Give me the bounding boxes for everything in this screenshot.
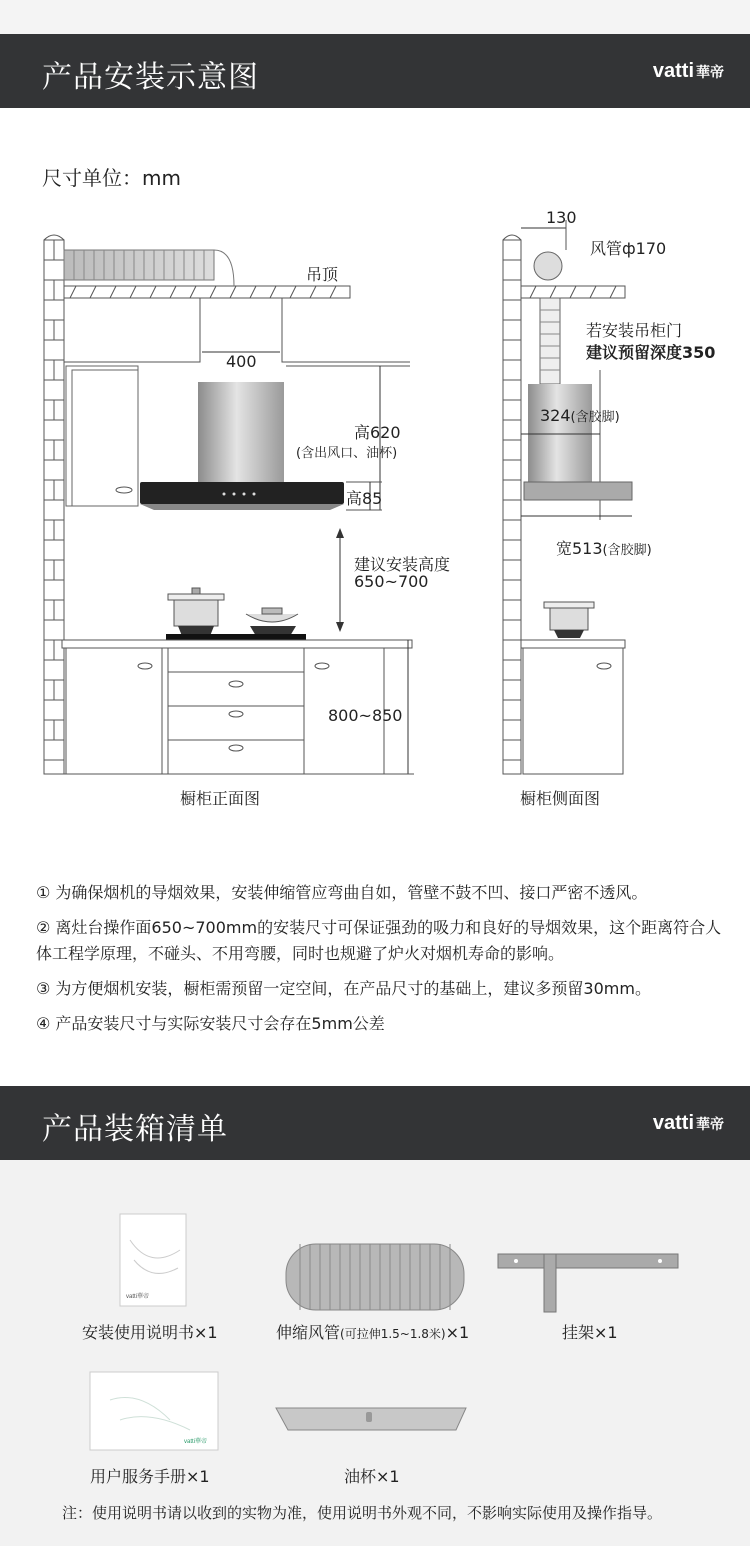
section-title: 产品安装示意图 (42, 60, 259, 95)
counter-height-label: 800~850 (328, 706, 403, 725)
brand-logo: vatti 華帝 (652, 1112, 724, 1134)
install-height-value: 650~700 (354, 572, 429, 591)
install-height-label: 建议安装高度 (354, 555, 451, 574)
width-513-label: 宽513(含胶脚) (556, 539, 652, 558)
packing-item-manual: 安装使用说明书×1 (82, 1323, 218, 1342)
note-1: ① 为确保烟机的导烟效果，安装伸缩管应弯曲自如，管壁不鼓不凹、接口严密不透风。 (36, 883, 648, 902)
cabinet-depth-note: 建议预留深度350 (586, 343, 716, 362)
bracket-image (498, 1254, 678, 1312)
oil-cup-image (276, 1408, 466, 1430)
section-header-packing (0, 1086, 750, 1160)
manual-image (120, 1214, 186, 1306)
section-header-install (0, 34, 750, 108)
note-3: ③ 为方便烟机安装，橱柜需预留一定空间，在产品尺寸的基础上，建议多预留30mm。 (36, 979, 651, 998)
service-manual-logo: vatti華帝 (184, 1439, 208, 1445)
brand-logo: vatti 華帝 (652, 60, 724, 82)
note-2: ② 离灶台操作面650~700mm的安装尺寸可保证强劲的吸力和良好的导烟效果，这个距离符合人体工程学原理，不碰头、不用弯腰，同时也规避了炉火对烟机寿命的影响。 (36, 918, 722, 963)
service-manual-image (90, 1372, 218, 1450)
duct-image (286, 1244, 464, 1310)
dim-130-label: 130 (546, 208, 577, 227)
install-notes (36, 880, 726, 1046)
height-620-label: 高620 (354, 423, 401, 442)
duct-label: 风管ф170 (590, 239, 667, 258)
packing-footnote: 注：使用说明书请以收到的实物为准，使用说明书外观不同，不影响实际使用及操作指导。 (62, 1504, 663, 1522)
packing-item-oil-cup: 油杯×1 (344, 1467, 400, 1486)
unit-label: 尺寸单位：mm (42, 166, 181, 190)
height-620-note: (含出风口、油杯) (296, 446, 398, 461)
packing-item-service-manual: 用户服务手册×1 (90, 1467, 210, 1486)
cabinet-door-note: 若安装吊柜门 (586, 321, 683, 340)
front-caption: 橱柜正面图 (180, 789, 261, 808)
side-caption: 橱柜侧面图 (520, 789, 601, 808)
packing-item-bracket: 挂架×1 (562, 1323, 618, 1342)
depth-324-label: 324(含胶脚) (540, 406, 620, 425)
ceiling-label: 吊顶 (306, 265, 339, 284)
section-title: 产品装箱清单 (42, 1112, 228, 1147)
width-400-label: 400 (226, 352, 257, 371)
packing-item-duct: 伸缩风管(可拉伸1.5~1.8米)×1 (276, 1323, 470, 1342)
height-85-label: 高85 (346, 489, 383, 508)
manual-logo: vatti華帝 (126, 1294, 150, 1300)
note-4: ④ 产品安装尺寸与实际安装尺寸会存在5mm公差 (36, 1014, 385, 1033)
